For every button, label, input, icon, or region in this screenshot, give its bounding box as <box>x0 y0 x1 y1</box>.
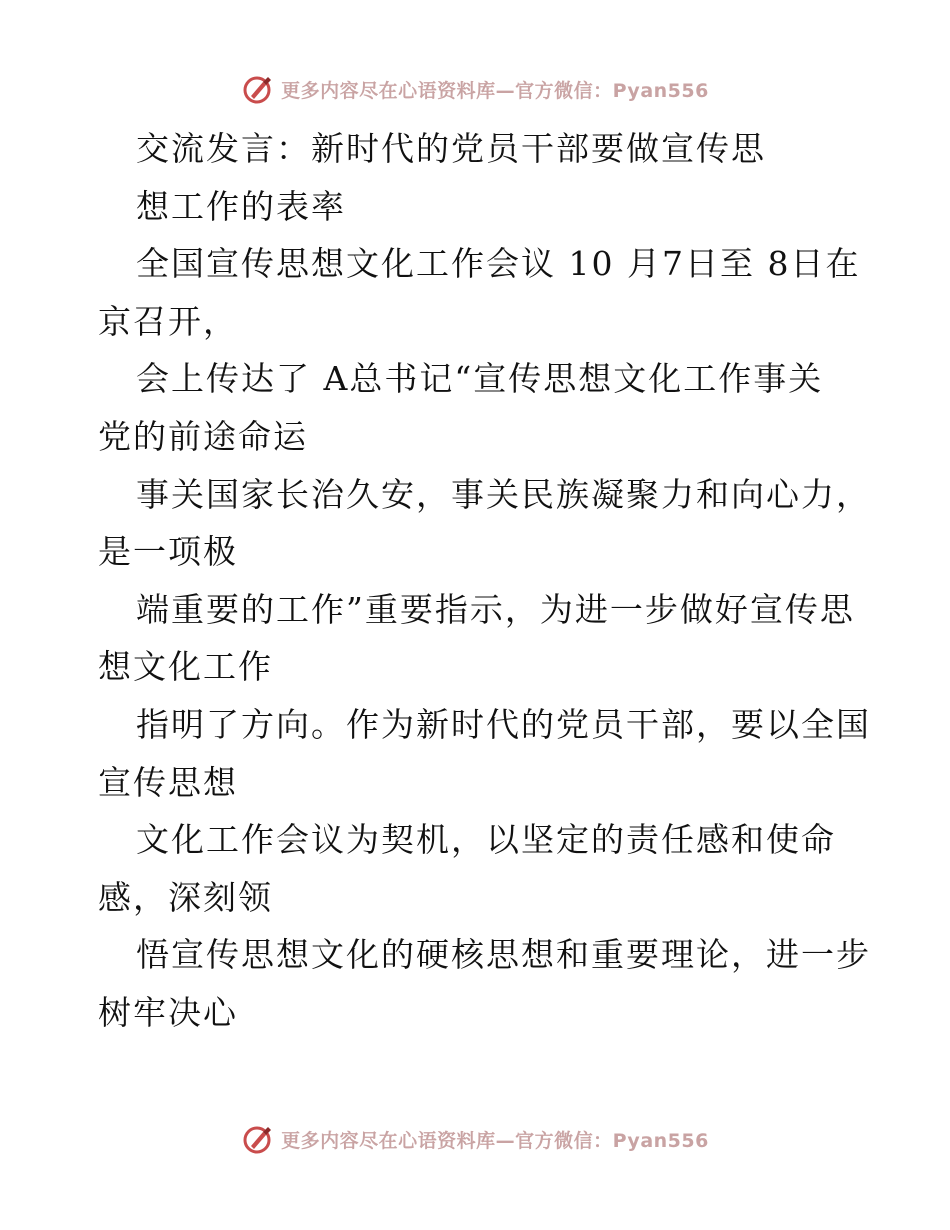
document-line: 事关国家长治久安，事关民族凝聚力和向心力， <box>136 474 871 514</box>
document-line: 树牢决心 <box>98 992 238 1032</box>
document-line: 全国宣传思想文化工作会议 10 月7日至 8日在 <box>136 244 861 284</box>
document-line: 党的前途命运 <box>98 416 308 456</box>
pen-swirl-logo-icon <box>241 1122 275 1156</box>
watermark-text: 更多内容尽在心语资料库—官方微信：Pyan556 <box>281 79 709 102</box>
header-watermark <box>0 72 950 106</box>
document-line: 感，深刻领 <box>98 877 273 917</box>
document-line: 指明了方向。作为新时代的党员干部，要以全国 <box>136 704 871 744</box>
document-line: 交流发言：新时代的党员干部要做宣传思 <box>136 129 766 168</box>
footer-watermark <box>0 1122 950 1156</box>
document-line: 端重要的工作”重要指示，为进一步做好宣传思 <box>136 589 855 629</box>
document-line: 会上传达了 A总书记“宣传思想文化工作事关 <box>136 359 824 399</box>
document-line: 京召开， <box>98 301 238 341</box>
document-line: 是一项极 <box>98 532 238 572</box>
watermark-text: 更多内容尽在心语资料库—官方微信：Pyan556 <box>281 1129 709 1152</box>
document-body <box>98 120 888 1042</box>
document-line: 文化工作会议为契机，以坚定的责任感和使命 <box>136 820 836 860</box>
document-line: 想文化工作 <box>98 647 273 687</box>
pen-swirl-logo-icon <box>241 72 275 106</box>
document-line: 想工作的表率 <box>136 186 346 226</box>
document-line: 宣传思想 <box>98 762 238 802</box>
document-line: 悟宣传思想文化的硬核思想和重要理论，进一步 <box>136 935 871 975</box>
